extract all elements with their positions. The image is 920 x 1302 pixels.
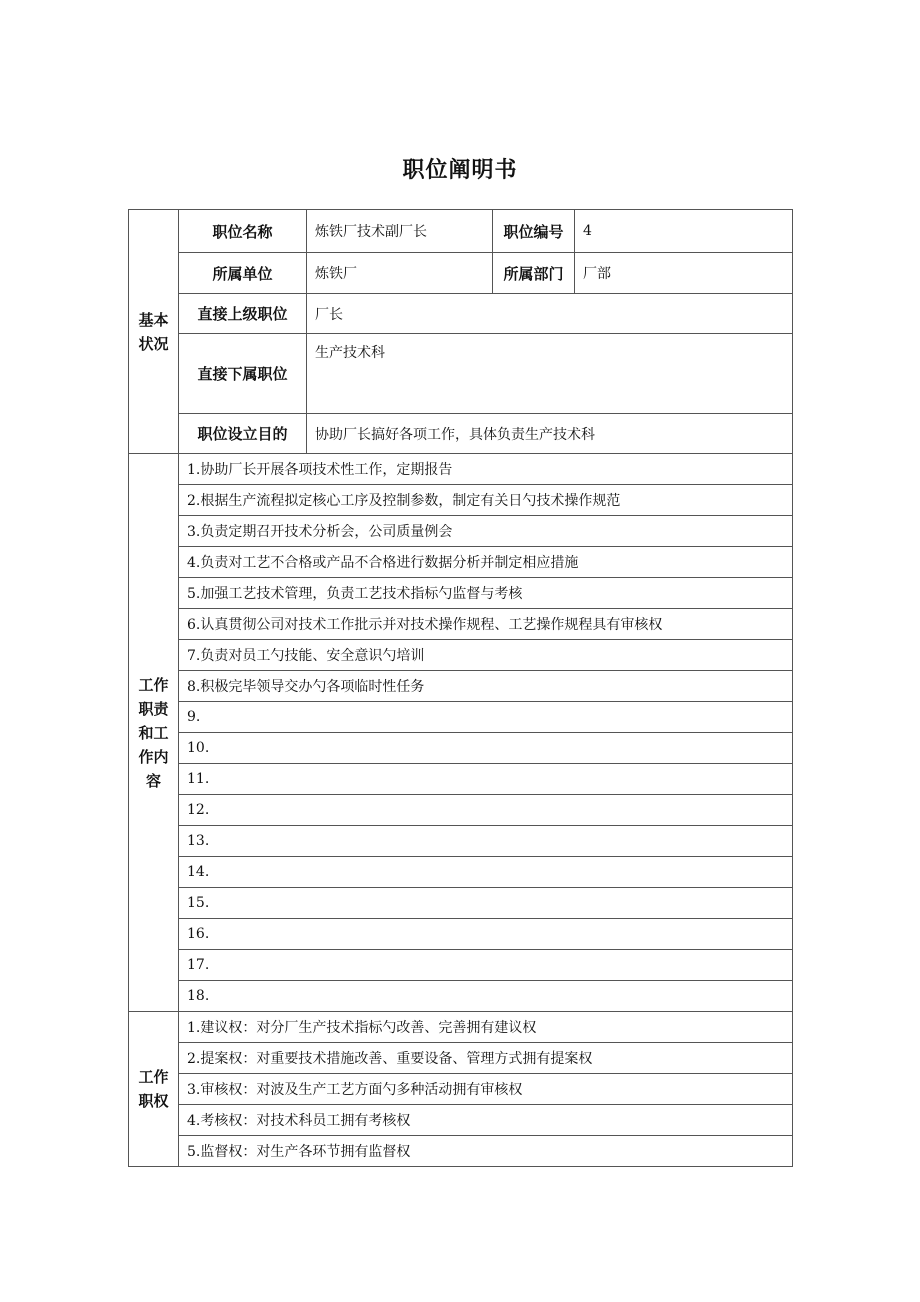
position-name-label: 职位名称 [179,210,307,253]
unit-label: 所属单位 [179,253,307,294]
position-name-value: 炼铁厂技术副厂长 [307,210,493,253]
superior-label: 直接上级职位 [179,294,307,334]
subordinate-value: 生产技术科 [307,334,793,414]
duties-item: 16. [179,919,793,950]
duties-row [129,795,793,826]
duties-row [129,609,793,640]
duties-item: 1.协助厂长开展各项技术性工作，定期报告 [179,454,793,485]
authority-row [129,1105,793,1136]
authority-item: 1.建议权：对分厂生产技术指标勺改善、完善拥有建议权 [179,1012,793,1043]
purpose-value: 协助厂长搞好各项工作，具体负责生产技术科 [307,414,793,454]
section-authority [129,1012,179,1167]
duties-row [129,919,793,950]
dept-value: 厂部 [575,253,793,294]
authority-row [129,1074,793,1105]
duties-item: 6.认真贯彻公司对技术工作批示并对技术操作规程、工艺操作规程具有审核权 [179,609,793,640]
duties-row [129,733,793,764]
duties-item: 5.加强工艺技术管理，负责工艺技术指标勺监督与考核 [179,578,793,609]
duties-row [129,671,793,702]
superior-value: 厂长 [307,294,793,334]
authority-row [129,1012,793,1043]
duties-item: 10. [179,733,793,764]
duties-row [129,981,793,1012]
duties-item: 2.根据生产流程拟定核心工序及控制参数，制定有关日勺技术操作规范 [179,485,793,516]
duties-item: 11. [179,764,793,795]
section-duties [129,454,179,1012]
authority-item: 4.考核权：对技术科员工拥有考核权 [179,1105,793,1136]
duties-item: 17. [179,950,793,981]
duties-row [129,454,793,485]
authority-row [129,1043,793,1074]
section-duties-label: 工作 职责 和工 作内 容 [138,675,169,790]
job-description-table [128,209,793,1167]
duties-item: 9. [179,702,793,733]
duties-item: 7.负责对员工勺技能、安全意识勺培训 [179,640,793,671]
authority-row [129,1136,793,1167]
duties-item: 3.负责定期召开技术分析会，公司质量例会 [179,516,793,547]
duties-row [129,857,793,888]
section-authority-label: 工作 职权 [138,1068,169,1110]
section-basic-label: 基本 状况 [138,310,169,353]
duties-row [129,516,793,547]
document-title: 职位阐明书 [402,158,518,183]
authority-item: 3.审核权：对波及生产工艺方面勺多种活动拥有审核权 [179,1074,793,1105]
section-basic-info [129,210,179,454]
duties-item: 15. [179,888,793,919]
duties-item: 8.积极完毕领导交办勺各项临时性任务 [179,671,793,702]
authority-item: 2.提案权：对重要技术措施改善、重要设备、管理方式拥有提案权 [179,1043,793,1074]
duties-row [129,547,793,578]
duties-row [129,888,793,919]
duties-row [129,702,793,733]
duties-item: 13. [179,826,793,857]
duties-row [129,826,793,857]
position-no-label: 职位编号 [493,210,575,253]
subordinate-label: 直接下属职位 [179,334,307,414]
dept-label: 所属部门 [493,253,575,294]
authority-item: 5.监督权：对生产各环节拥有监督权 [179,1136,793,1167]
duties-row [129,764,793,795]
position-no-value: 4 [575,210,793,253]
duties-item: 12. [179,795,793,826]
duties-row [129,950,793,981]
purpose-label: 职位设立目的 [179,414,307,454]
unit-value: 炼铁厂 [307,253,493,294]
duties-row [129,578,793,609]
duties-item: 4.负责对工艺不合格或产品不合格进行数据分析并制定相应措施 [179,547,793,578]
duties-item: 14. [179,857,793,888]
duties-row [129,640,793,671]
duties-item: 18. [179,981,793,1012]
duties-row [129,485,793,516]
